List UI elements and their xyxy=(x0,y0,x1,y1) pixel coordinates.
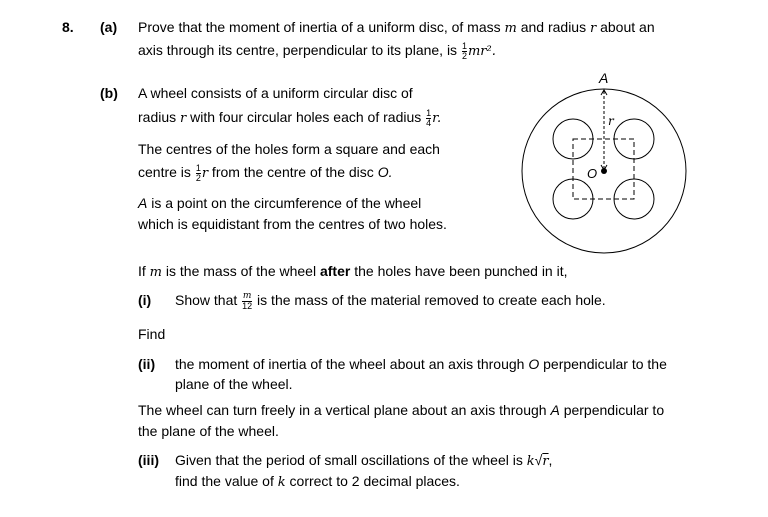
find-text: Find xyxy=(138,326,166,342)
part-a-line1: Prove that the moment of inertia of a uniform disc, of mass m and radius r about an xyxy=(138,19,655,36)
part-i-label: (i) xyxy=(138,292,152,308)
part-b-line5: A is a point on the circumference of the wheel xyxy=(138,195,422,211)
part-b-label: (b) xyxy=(100,85,118,101)
part-iii-line2: find the value of k correct to 2 decimal places. xyxy=(175,473,460,490)
question-number: 8. xyxy=(62,19,74,35)
mid-line1: The wheel can turn freely in a vertical plane about an axis through A perpendicular to xyxy=(138,402,665,418)
part-b-line1: A wheel consists of a uniform circular disc of xyxy=(138,85,413,101)
part-a-label: (a) xyxy=(100,19,118,35)
part-ii-line1: the moment of inertia of the wheel about an axis through O perpendicular to the xyxy=(175,356,667,372)
part-b-line7: If m is the mass of the wheel after the holes have been punched in it, xyxy=(138,263,568,280)
part-b-line2: radius r with four circular holes each of radius $\frac{1}{4}$ r. xyxy=(138,107,442,128)
label-A: A xyxy=(599,70,609,86)
label-O: O xyxy=(587,166,598,181)
part-b-line6: which is equidistant from the centres of two holes. xyxy=(138,216,447,232)
part-ii-label: (ii) xyxy=(138,356,156,372)
part-iii-label: (iii) xyxy=(138,452,159,468)
part-i-text: Show that $\frac{m}{12}$ is the mass of the material removed to create each hole. xyxy=(175,290,606,311)
label-r: r xyxy=(608,114,614,128)
mid-line2: the plane of the wheel. xyxy=(138,423,279,439)
part-ii-line2: plane of the wheel. xyxy=(175,376,293,392)
part-a-line2: axis through its centre, perpendicular to its plane, is $\frac{1}{2}$ mr². xyxy=(138,40,496,61)
part-b-line3: The centres of the holes form a square and each xyxy=(138,141,440,157)
part-b-line4: centre is $\frac{1}{2}$ r from the centre of the disc O. xyxy=(138,162,393,183)
centre-point xyxy=(601,168,607,174)
part-iii-line1: Given that the period of small oscillations of the wheel is k√r, xyxy=(175,452,553,469)
